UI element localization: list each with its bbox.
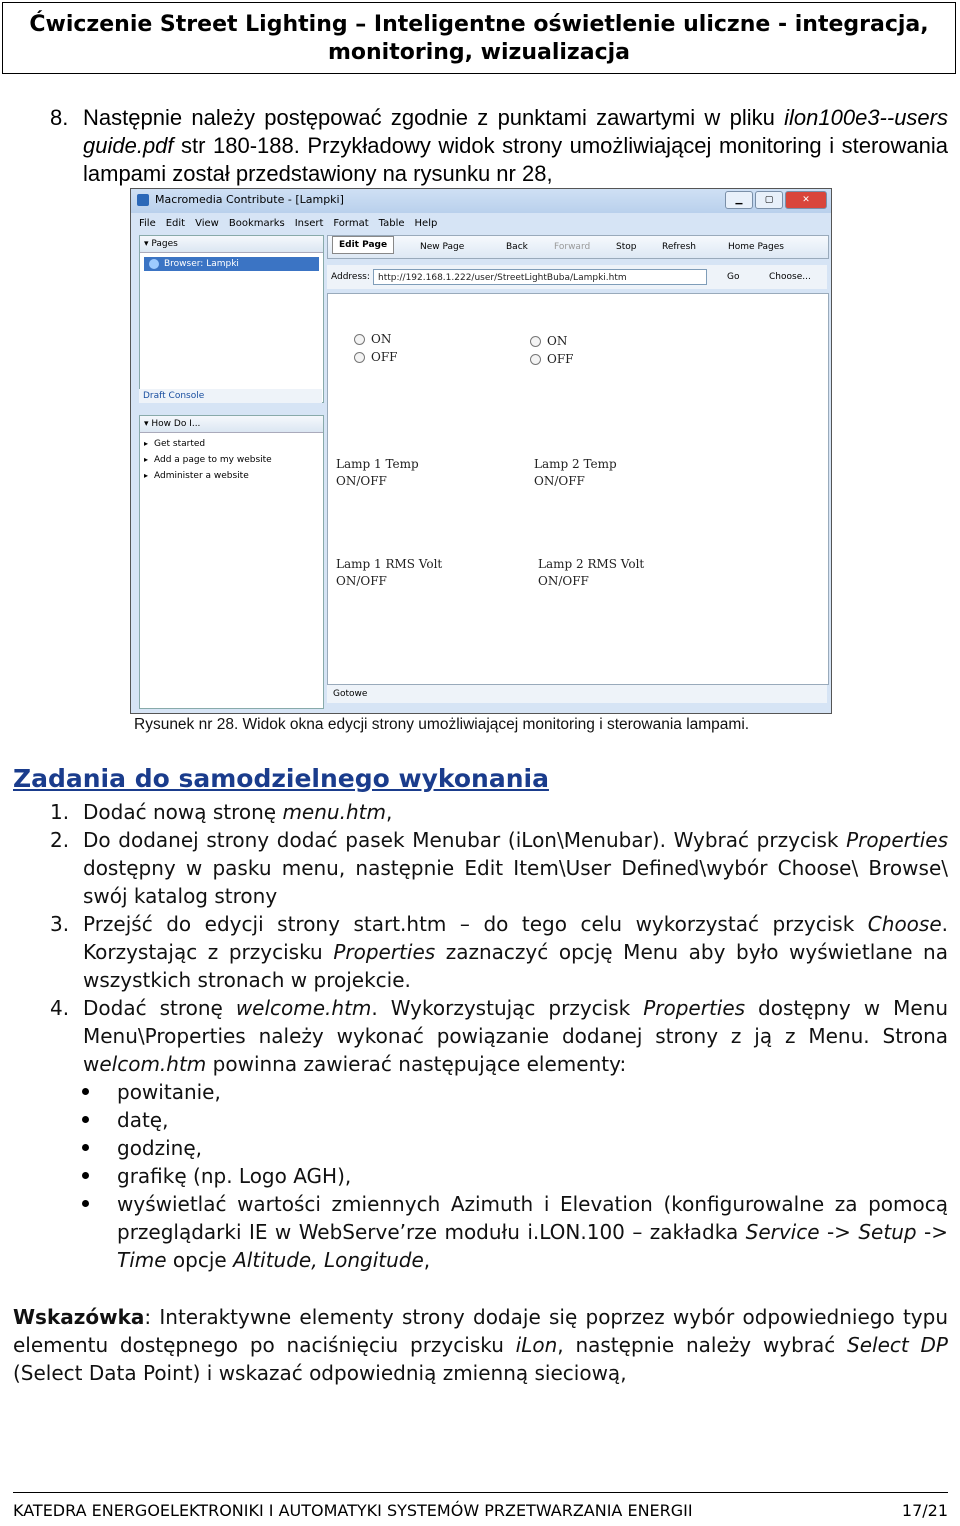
pages-header[interactable]: ▾ Pages <box>140 236 323 253</box>
task-text: Dodać stronę welcome.htm. Wykorzystując przycisk Properties dostępny w Menu Menu\Properties należy wykonać powiązanie dodanej strony z ją z Menu. Strona welcom.htm powinna zawierać następujące elementy: <box>83 996 948 1076</box>
window-titlebar <box>131 189 831 213</box>
status-bar: Gotowe <box>327 685 827 703</box>
bullet-item <box>82 1134 948 1162</box>
bullet-text: godzinę, <box>117 1136 203 1160</box>
step-8 <box>50 104 948 188</box>
lamp2-rms-value: ON/OFF <box>538 574 589 588</box>
radio-icon <box>354 352 365 363</box>
bullet-text: datę, <box>117 1108 169 1132</box>
menu-format[interactable]: Format <box>333 218 369 229</box>
header-line-2: monitoring, wizualizacja <box>327 40 631 65</box>
radio-icon <box>354 334 365 345</box>
refresh-button[interactable]: Refresh <box>662 242 696 252</box>
contribute-screenshot <box>130 188 832 714</box>
section-title: Zadania do samodzielnego wykonania <box>13 764 549 793</box>
pages-panel <box>139 235 324 403</box>
step-text-a: Następnie należy postępować zgodnie z punktami zawartymi w pliku <box>83 105 785 130</box>
close-button[interactable]: ✕ <box>785 191 827 209</box>
home-pages-button[interactable]: Home Pages <box>728 242 784 252</box>
go-button[interactable]: Go <box>727 272 740 282</box>
page-content <box>327 293 829 685</box>
howdo-panel <box>139 415 324 709</box>
menu-view[interactable]: View <box>195 218 219 229</box>
lamp1-temp <box>336 456 419 490</box>
howdo-item[interactable]: ▸ Administer a website <box>140 471 323 481</box>
lamp2-rms <box>538 556 644 590</box>
forward-button[interactable]: Forward <box>554 242 591 252</box>
step-number: 8. <box>50 105 69 130</box>
radio-icon <box>530 354 541 365</box>
task-number: 2. <box>50 828 70 852</box>
minimize-button[interactable]: ▁ <box>725 191 753 209</box>
howdo-item[interactable]: ▸ Add a page to my website <box>140 455 323 465</box>
address-bar <box>327 265 827 289</box>
task-text: Dodać nową stronę menu.htm, <box>83 800 393 824</box>
draft-console[interactable]: Draft Console <box>139 389 322 403</box>
menu-edit[interactable]: Edit <box>165 218 186 229</box>
page-footer <box>13 1492 948 1520</box>
task-number: 1. <box>50 800 70 824</box>
bullet-item <box>82 1190 948 1274</box>
choose-button[interactable]: Choose... <box>769 272 811 282</box>
task-4 <box>50 994 948 1078</box>
edit-page-button[interactable]: Edit Page <box>332 236 394 254</box>
task-text: Do dodanej strony dodać pasek Menubar (iLon\Menubar). Wybrać przycisk Properties dostępny w pasku menu, następnie Edit Item\User Defined\wybór Choose\ Browse\ swój katalog strony <box>83 828 948 908</box>
lamp2-on-radio[interactable] <box>530 334 567 348</box>
lamp2-temp <box>534 456 617 490</box>
back-button[interactable]: Back <box>506 242 528 252</box>
lamp1-rms-value: ON/OFF <box>336 574 387 588</box>
bullet-icon <box>82 1116 89 1123</box>
bullet-icon <box>82 1088 89 1095</box>
figure-caption: Rysunek nr 28. Widok okna edycji strony umożliwiającej monitoring i sterowania lampami. <box>134 716 750 733</box>
task-3 <box>50 910 948 994</box>
hint-paragraph: Wskazówka: Interaktywne elementy strony dodaje się poprzez wybór odpowiedniego typu elementu dostępnego po naciśnięciu przycisku iLon, następnie należy wybrać Select DP (Select Data Point) i wskazać odpowiednią zmienną sieciową, <box>13 1305 948 1385</box>
radio-label: ON <box>547 334 568 348</box>
bullet-icon <box>82 1144 89 1151</box>
file-name: ilon100e3--users guide.pdf <box>83 105 948 158</box>
browser-page-item[interactable]: Browser: Lampki <box>144 257 319 271</box>
header-line-1: Ćwiczenie Street Lighting – Inteligentne oświetlenie uliczne - integracja, <box>29 12 929 37</box>
task-text: Przejść do edycji strony start.htm – do tego celu wykorzystać przycisk Choose. Korzystając z przycisku Properties zaznaczyć opcję Menu aby było wyświetlane na wszystkich stronach w projekcie. <box>83 912 948 992</box>
menu-help[interactable]: Help <box>414 218 438 229</box>
page-header <box>2 2 956 74</box>
footer-department: KATEDRA ENERGOELEKTRONIKI I AUTOMATYKI SYSTEMÓW PRZETWARZANIA ENERGII <box>13 1501 693 1520</box>
lamp2-temp-label: Lamp 2 Temp <box>534 457 617 471</box>
app-icon <box>137 194 149 206</box>
menu-insert[interactable]: Insert <box>294 218 324 229</box>
bullet-item <box>82 1078 948 1106</box>
lamp1-rms-label: Lamp 1 RMS Volt <box>336 557 443 571</box>
window-title: Macromedia Contribute - [Lampki] <box>155 193 344 206</box>
bullet-text: wyświetlać wartości zmiennych Azimuth i Elevation (konfigurowalne za pomocą przeglądarki IE w WebServe’rze modułu i.LON.100 – zakładka Service -> Setup -> Time opcje Altitude, Longitude, <box>117 1192 948 1272</box>
bullet-text: grafikę (np. Logo AGH), <box>117 1164 352 1188</box>
task-1 <box>50 798 948 826</box>
bullet-text: powitanie, <box>117 1080 221 1104</box>
task-number: 4. <box>50 996 70 1020</box>
radio-label: OFF <box>371 350 398 364</box>
address-label: Address: <box>331 272 370 282</box>
menu-table[interactable]: Table <box>378 218 405 229</box>
task-2 <box>50 826 948 910</box>
bullet-item <box>82 1106 948 1134</box>
howdo-item[interactable]: ▸ Get started <box>140 439 323 449</box>
browser-toolbar <box>327 235 829 259</box>
radio-label: ON <box>371 332 392 346</box>
radio-label: OFF <box>547 352 574 366</box>
maximize-button[interactable]: ▢ <box>755 191 783 209</box>
hint-label: Wskazówka <box>13 1305 145 1329</box>
bullet-icon <box>82 1172 89 1179</box>
lamp2-temp-value: ON/OFF <box>534 474 585 488</box>
lamp1-temp-value: ON/OFF <box>336 474 387 488</box>
page-number: 17/21 <box>901 1501 948 1520</box>
radio-icon <box>530 336 541 347</box>
step-text <box>83 104 948 188</box>
menu-bar <box>139 215 437 233</box>
stop-button[interactable]: Stop <box>616 242 637 252</box>
task-number: 3. <box>50 912 70 936</box>
new-page-button[interactable]: New Page <box>420 242 465 252</box>
lamp2-rms-label: Lamp 2 RMS Volt <box>538 557 645 571</box>
menu-bookmarks[interactable]: Bookmarks <box>228 218 285 229</box>
bullet-item <box>82 1162 948 1190</box>
menu-file[interactable]: File <box>139 218 156 229</box>
lamp1-off-radio[interactable] <box>354 350 398 364</box>
howdo-header[interactable]: ▾ How Do I... <box>140 416 323 433</box>
address-input[interactable]: http://192.168.1.222/user/StreetLightBuba/Lampki.htm <box>373 269 707 285</box>
bullet-icon <box>82 1200 89 1207</box>
window-buttons <box>725 191 827 209</box>
lamp1-rms <box>336 556 442 590</box>
lamp2-off-radio[interactable] <box>530 352 574 366</box>
step-text-b: str 180-188. Przykładowy widok strony umożliwiającej monitoring i sterowania lampami został przedstawiony na rysunku nr 28, <box>83 133 948 186</box>
lamp1-temp-label: Lamp 1 Temp <box>336 457 419 471</box>
lamp1-on-radio[interactable] <box>354 332 391 346</box>
